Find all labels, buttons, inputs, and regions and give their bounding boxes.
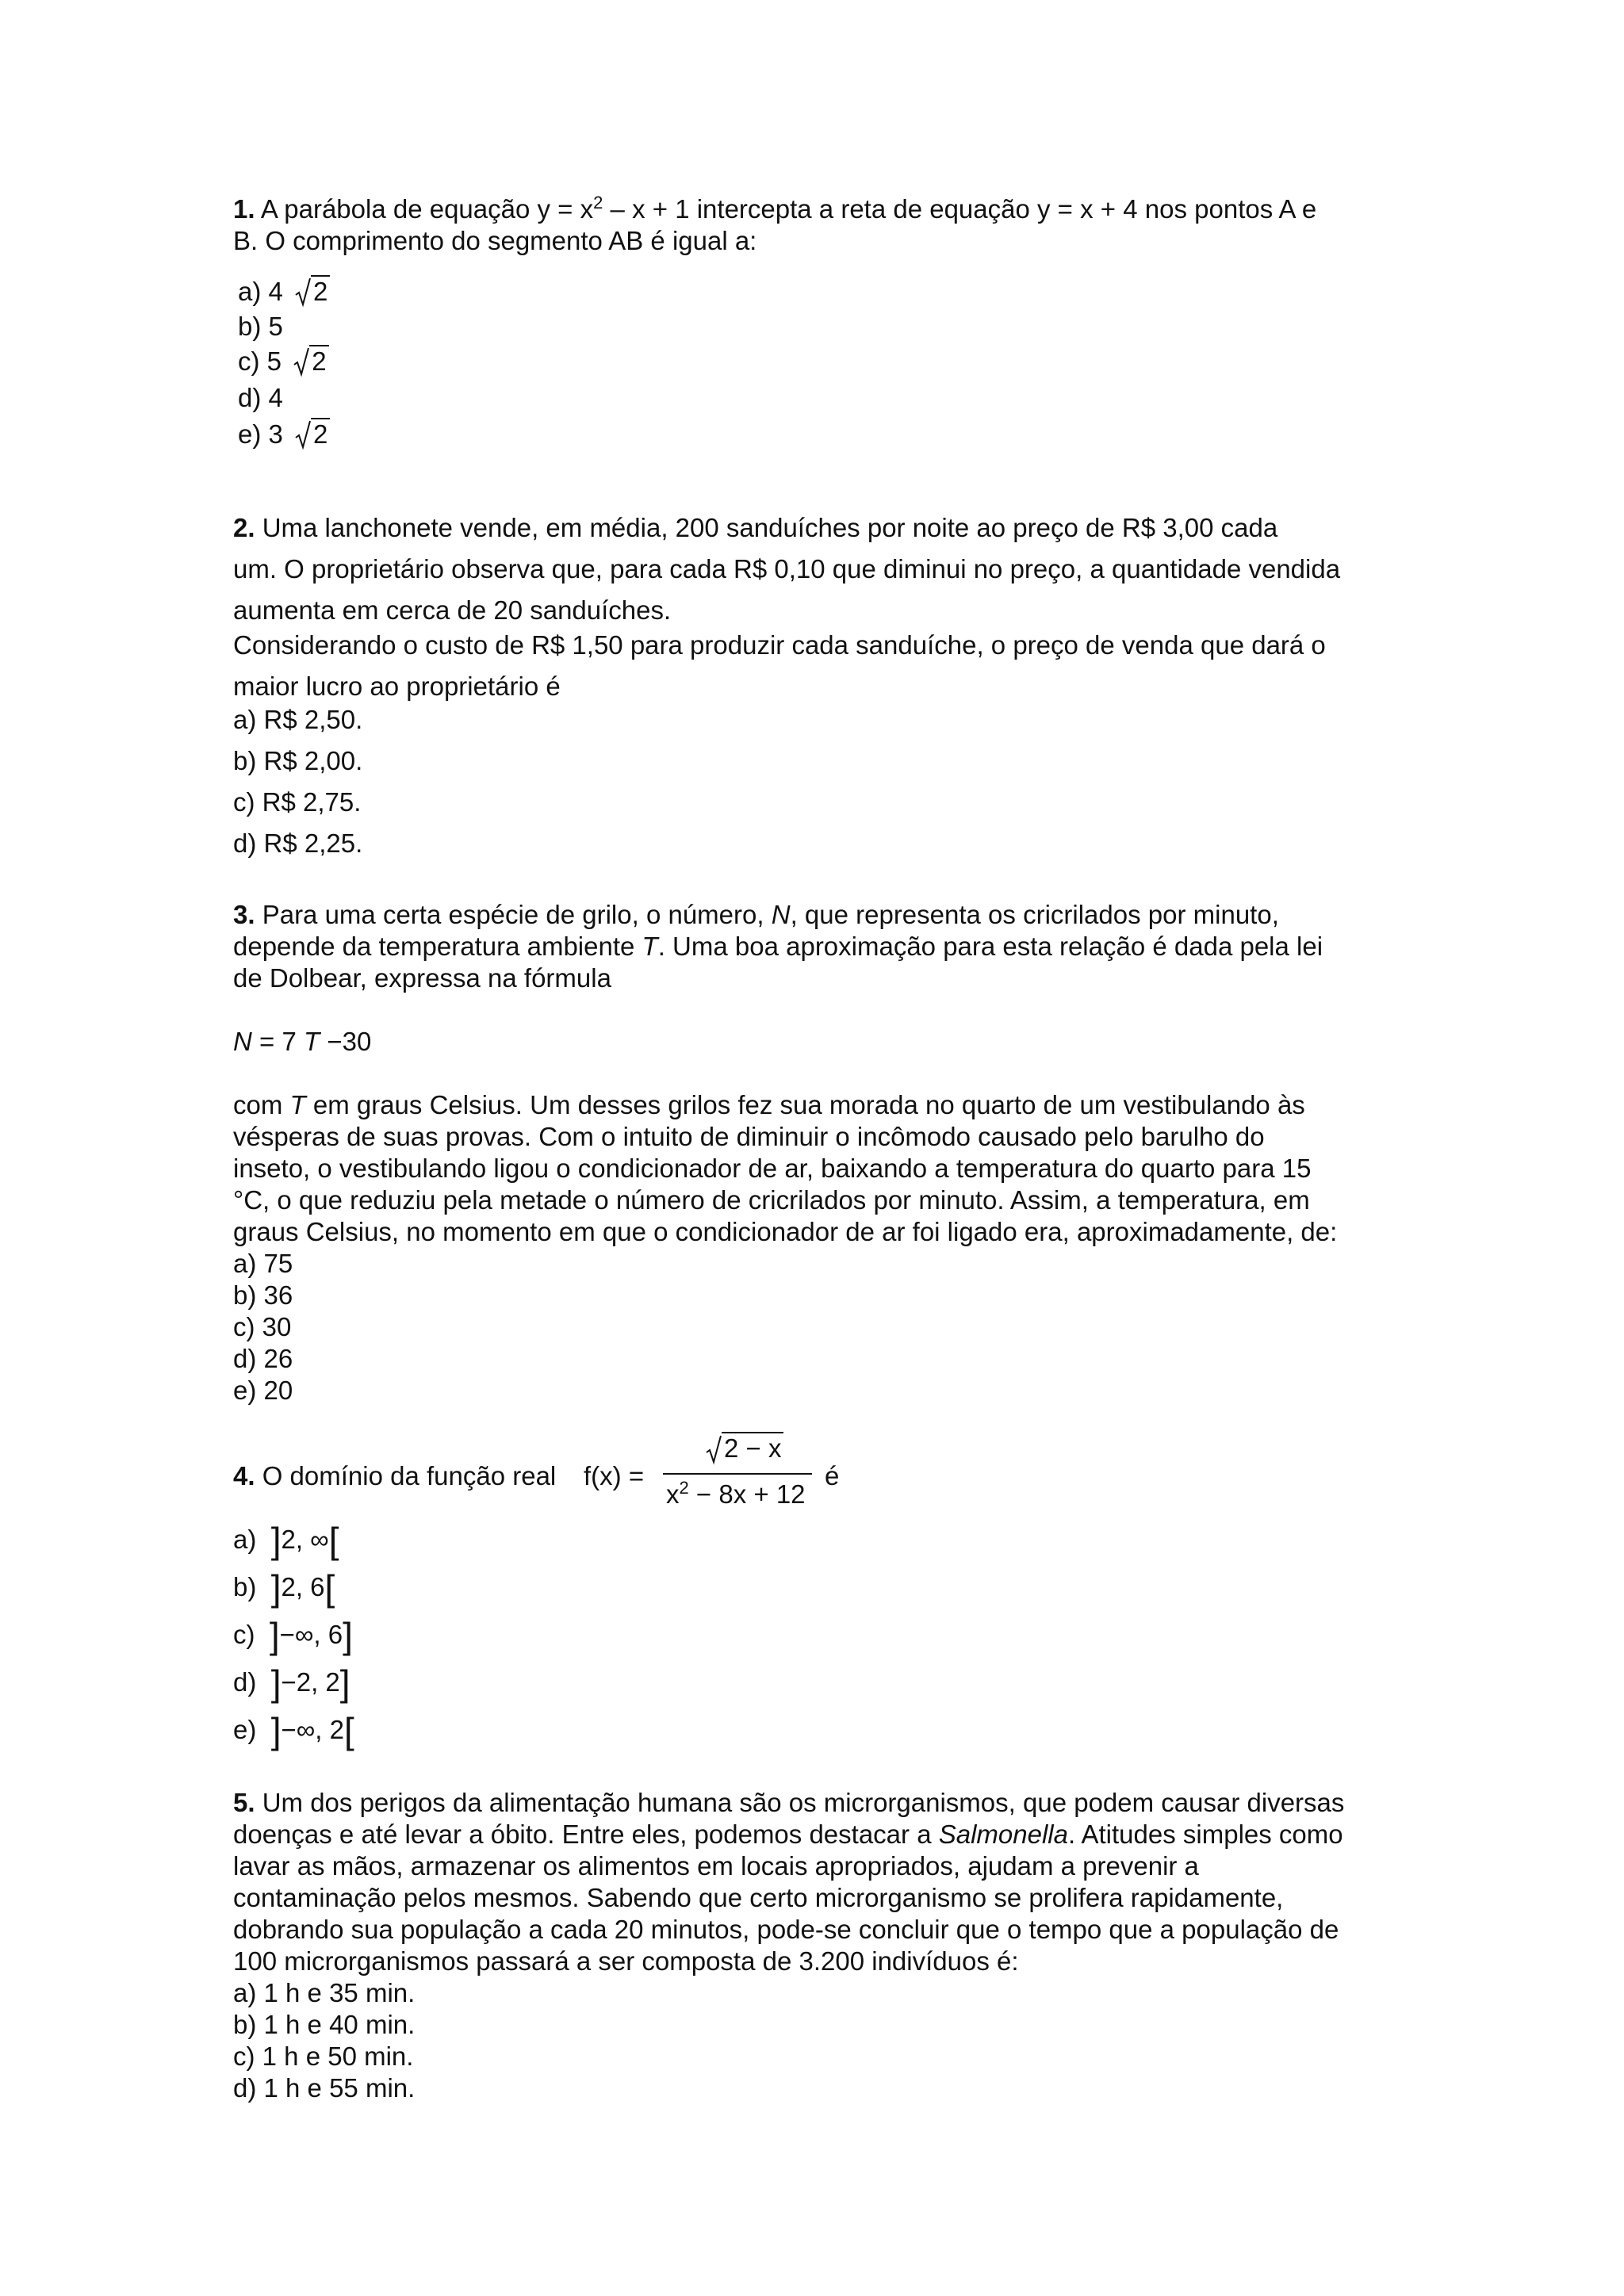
q3-body-line2: vésperas de suas provas. Com o intuito de diminuir o incômodo causado pelo barulho do <box>233 1122 1265 1151</box>
q1-number: 1. <box>233 194 255 224</box>
q3-line2: depende da temperatura ambiente T. Uma boa aproximação para esta relação é dada pela lei <box>233 932 1323 961</box>
q5-line4: contaminação pelos mesmos. Sabendo que certo microrganismo se prolifera rapidamente, <box>233 1883 1284 1912</box>
q4-fx: f(x) = <box>584 1461 645 1490</box>
q4-fraction <box>663 1433 814 1521</box>
sqrt-symbol: 2 <box>295 419 330 450</box>
sqrt-symbol: 2 − x <box>706 1433 783 1464</box>
q1-option-e: e) 3 2 <box>238 419 330 450</box>
q3-formula: N = 7 T −30 <box>233 1027 372 1056</box>
q5-option-b: b) 1 h e 40 min. <box>233 2010 416 2039</box>
q5-line2: doenças e até levar a óbito. Entre eles, podemos destacar a Salmonella. Atitudes simples como <box>233 1820 1343 1849</box>
q3-body-line5: graus Celsius, no momento em que o condicionador de ar foi ligado era, aproximadamente, de: <box>233 1217 1338 1246</box>
q3-option-e: e) 20 <box>233 1376 293 1405</box>
q4-option-c: c) ]−∞, 6] <box>233 1615 353 1656</box>
q4-end: é <box>825 1461 840 1490</box>
q5-number: 5. <box>233 1788 255 1817</box>
q1-option-d: d) 4 <box>238 383 283 412</box>
sqrt-symbol: 2 <box>293 346 328 377</box>
q2-option-c: c) R$ 2,75. <box>233 787 362 817</box>
q1-option-b: b) 5 <box>238 312 283 341</box>
q3-option-b: b) 36 <box>233 1280 293 1310</box>
fraction-bar <box>663 1473 812 1475</box>
q2-line2: um. O proprietário observa que, para cada R$ 0,10 que diminui no preço, a quantidade vendida <box>233 554 1341 584</box>
q5-line6: 100 microrganismos passará a ser composta de 3.200 indivíduos é: <box>233 1946 1019 1976</box>
q4-option-a: a) ]2, ∞[ <box>233 1520 339 1561</box>
q3-line1: 3. Para uma certa espécie de grilo, o número, N, que representa os cricrilados por minuto, <box>233 900 1279 929</box>
q4-option-e: e) ]−∞, 2[ <box>233 1710 354 1751</box>
sqrt-symbol: 2 <box>295 276 330 308</box>
q2-line4: Considerando o custo de R$ 1,50 para produzir cada sanduíche, o preço de venda que dará o <box>233 630 1326 660</box>
q4-denominator: $x^2 - 8x + 12$ <box>666 1478 806 1509</box>
q2-option-b: b) R$ 2,00. <box>233 746 363 775</box>
q5-line5: dobrando sua população a cada 20 minutos, pode-se concluir que o tempo que a população de <box>233 1915 1339 1944</box>
q5-line1: 5. Um dos perigos da alimentação humana são os microrganismos, que podem causar diversas <box>233 1788 1345 1817</box>
q2-option-a: a) R$ 2,50. <box>233 705 363 734</box>
q2-line5: maior lucro ao proprietário é <box>233 672 561 701</box>
q3-number: 3. <box>233 900 255 929</box>
q5-option-c: c) 1 h e 50 min. <box>233 2042 414 2071</box>
q3-body-line1: com T em graus Celsius. Um desses grilos fez sua morada no quarto de um vestibulando às <box>233 1090 1305 1119</box>
q2-option-d: d) R$ 2,25. <box>233 828 363 858</box>
q2-number: 2. <box>233 513 255 542</box>
q2-line3: aumenta em cerca de 20 sanduíches. <box>233 595 672 625</box>
q1-line2: B. O comprimento do segmento AB é igual a: <box>233 226 757 255</box>
q1-line1: 1. A parábola de equação $y = x^2 - x + 1$ intercepta a reta de equação y = x + 4 nos pontos A e <box>233 193 1317 224</box>
q4-option-b: b) ]2, 6[ <box>233 1567 335 1609</box>
q3-option-c: c) 30 <box>233 1312 292 1341</box>
q4-number: 4. <box>233 1461 255 1490</box>
q4-numerator <box>701 1433 783 1464</box>
q2-line1: 2. Uma lanchonete vende, em média, 200 sanduíches por noite ao preço de R$ 3,00 cada <box>233 513 1278 542</box>
q3-body-line4: °C, o que reduziu pela metade o número de cricrilados por minuto. Assim, a temperatura, em <box>233 1185 1310 1215</box>
q3-option-a: a) 75 <box>233 1249 293 1278</box>
q3-body-line3: inseto, o vestibulando ligou o condicionador de ar, baixando a temperatura do quarto para 15 <box>233 1154 1312 1183</box>
q5-option-a: a) 1 h e 35 min. <box>233 1978 416 2007</box>
q5-option-d: d) 1 h e 55 min. <box>233 2073 416 2103</box>
q1-option-c: c) 5 2 <box>238 346 329 377</box>
q5-line3: lavar as mãos, armazenar os alimentos em locais apropriados, ajudam a prevenir a <box>233 1851 1199 1881</box>
q4-option-d: d) ]−2, 2] <box>233 1663 350 1704</box>
q3-line3: de Dolbear, expressa na fórmula <box>233 963 611 993</box>
q1-option-a: a) 4 2 <box>238 276 330 308</box>
q3-option-d: d) 26 <box>233 1344 293 1373</box>
q4-line: 4. O domínio da função real <box>233 1461 557 1490</box>
